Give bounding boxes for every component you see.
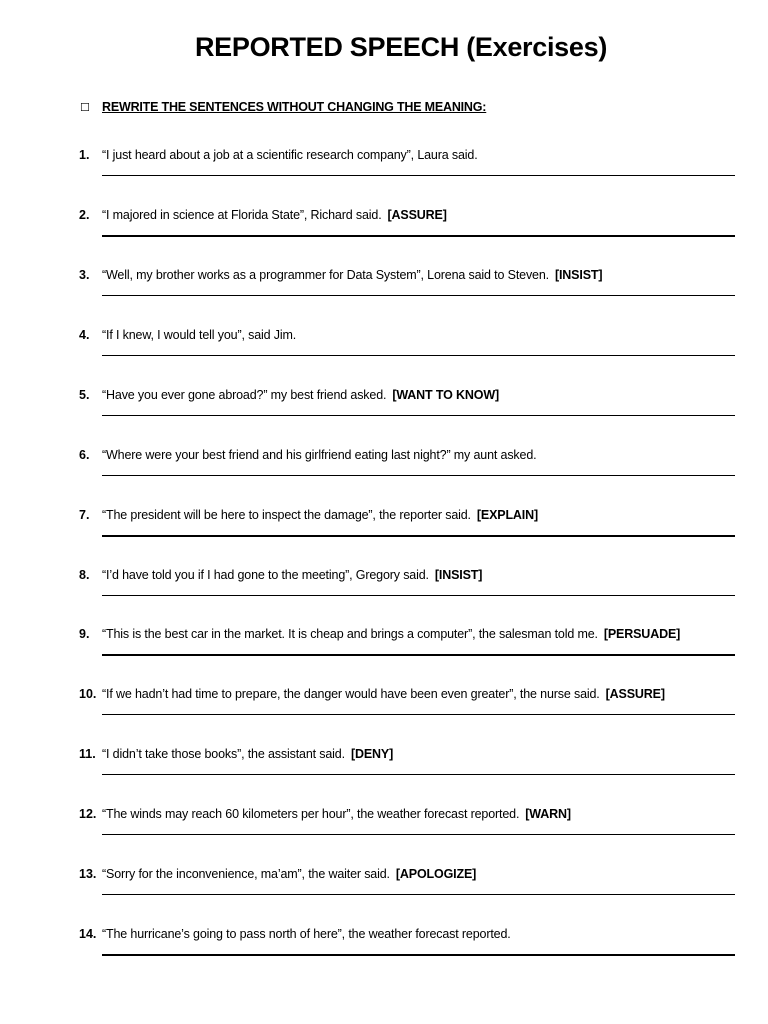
exercise-keyword: [PERSUADE] <box>603 627 681 641</box>
exercise-keyword: [EXPLAIN] <box>476 508 539 522</box>
exercise-number: 4. <box>79 328 90 342</box>
exercise-item-8 <box>79 568 735 608</box>
exercise-item-4 <box>79 328 735 368</box>
exercise-text: “If I knew, I would tell you”, said Jim. <box>102 328 297 342</box>
exercise-item-11 <box>79 747 735 787</box>
answer-line[interactable] <box>102 175 735 176</box>
exercise-text: “I just heard about a job at a scientific research company”, Laura said. <box>102 148 478 162</box>
exercise-number: 5. <box>79 388 90 402</box>
answer-line[interactable] <box>102 714 735 715</box>
exercise-sentence <box>102 927 511 941</box>
exercise-number: 10. <box>79 687 97 701</box>
exercise-sentence <box>102 208 447 222</box>
exercise-sentence <box>102 568 482 582</box>
exercise-item-1 <box>79 148 735 188</box>
answer-line[interactable] <box>102 654 735 656</box>
answer-line[interactable] <box>102 295 735 296</box>
exercise-number: 1. <box>79 148 90 162</box>
exercise-sentence <box>102 148 478 162</box>
exercise-text: “This is the best car in the market. It is cheap and brings a computer”, the salesman told me. <box>102 627 598 641</box>
answer-line[interactable] <box>102 355 735 356</box>
exercise-item-2 <box>79 208 735 248</box>
exercise-number: 2. <box>79 208 90 222</box>
exercise-keyword: [DENY] <box>350 747 394 761</box>
exercise-text: “The winds may reach 60 kilometers per hour”, the weather forecast reported. <box>102 807 520 821</box>
exercise-item-13 <box>79 867 735 907</box>
exercise-number: 7. <box>79 508 90 522</box>
answer-line[interactable] <box>102 475 735 476</box>
answer-line[interactable] <box>102 415 735 416</box>
exercise-item-10 <box>79 687 735 727</box>
exercise-keyword: [WANT TO KNOW] <box>392 388 500 402</box>
exercise-text: “Have you ever gone abroad?” my best friend asked. <box>102 388 387 402</box>
page-title: REPORTED SPEECH (Exercises) <box>194 32 608 62</box>
answer-line[interactable] <box>102 235 735 237</box>
exercise-item-14 <box>79 927 735 967</box>
exercise-item-3 <box>79 268 735 308</box>
exercise-sentence <box>102 508 538 522</box>
answer-line[interactable] <box>102 595 735 596</box>
exercise-sentence <box>102 867 476 881</box>
exercise-item-5 <box>79 388 735 428</box>
exercise-text: “The president will be here to inspect the damage”, the reporter said. <box>102 508 471 522</box>
exercise-item-7 <box>79 508 735 548</box>
exercise-sentence <box>102 328 296 342</box>
exercise-keyword: [WARN] <box>525 807 571 821</box>
exercise-text: “I’d have told you if I had gone to the meeting”, Gregory said. <box>102 568 429 582</box>
answer-line[interactable] <box>102 774 735 775</box>
exercise-keyword: [INSIST] <box>554 268 603 282</box>
exercise-number: 3. <box>79 268 90 282</box>
exercise-text: “If we hadn’t had time to prepare, the danger would have been even greater”, the nurse said. <box>102 687 600 701</box>
checkbox-bullet-icon: ☐ <box>80 102 90 114</box>
exercise-number: 9. <box>79 627 90 641</box>
exercise-keyword: [APOLOGIZE] <box>395 867 477 881</box>
exercise-text: “Well, my brother works as a programmer for Data System”, Lorena said to Steven. <box>102 268 549 282</box>
answer-line[interactable] <box>102 954 735 956</box>
exercise-number: 11. <box>79 747 96 761</box>
exercise-sentence <box>102 627 680 641</box>
exercise-item-12 <box>79 807 735 847</box>
exercise-sentence <box>102 687 665 701</box>
exercise-number: 12. <box>79 807 97 821</box>
instruction-text: REWRITE THE SENTENCES WITHOUT CHANGING THE MEANING: <box>102 100 487 114</box>
exercise-item-6 <box>79 448 735 488</box>
exercise-text: “The hurricane’s going to pass north of here”, the weather forecast reported. <box>102 927 511 941</box>
exercise-keyword: [ASSURE] <box>387 208 447 222</box>
exercise-keyword: [INSIST] <box>434 568 483 582</box>
exercise-text: “Where were your best friend and his girlfriend eating last night?” my aunt asked. <box>102 448 537 462</box>
answer-line[interactable] <box>102 834 735 835</box>
exercise-number: 13. <box>79 867 97 881</box>
exercise-number: 6. <box>79 448 90 462</box>
exercise-item-9 <box>79 627 735 667</box>
exercise-text: “Sorry for the inconvenience, ma’am”, the waiter said. <box>102 867 390 881</box>
exercise-sentence <box>102 807 571 821</box>
answer-line[interactable] <box>102 894 735 895</box>
answer-line[interactable] <box>102 535 735 537</box>
exercise-number: 8. <box>79 568 90 582</box>
instruction <box>80 100 486 114</box>
exercise-keyword: [ASSURE] <box>605 687 665 701</box>
exercise-sentence <box>102 747 393 761</box>
exercise-text: “I majored in science at Florida State”, Richard said. <box>102 208 382 222</box>
exercise-text: “I didn’t take those books”, the assistant said. <box>102 747 345 761</box>
exercise-sentence <box>102 388 499 402</box>
exercise-sentence <box>102 448 536 462</box>
exercise-number: 14. <box>79 927 97 941</box>
exercise-sentence <box>102 268 602 282</box>
